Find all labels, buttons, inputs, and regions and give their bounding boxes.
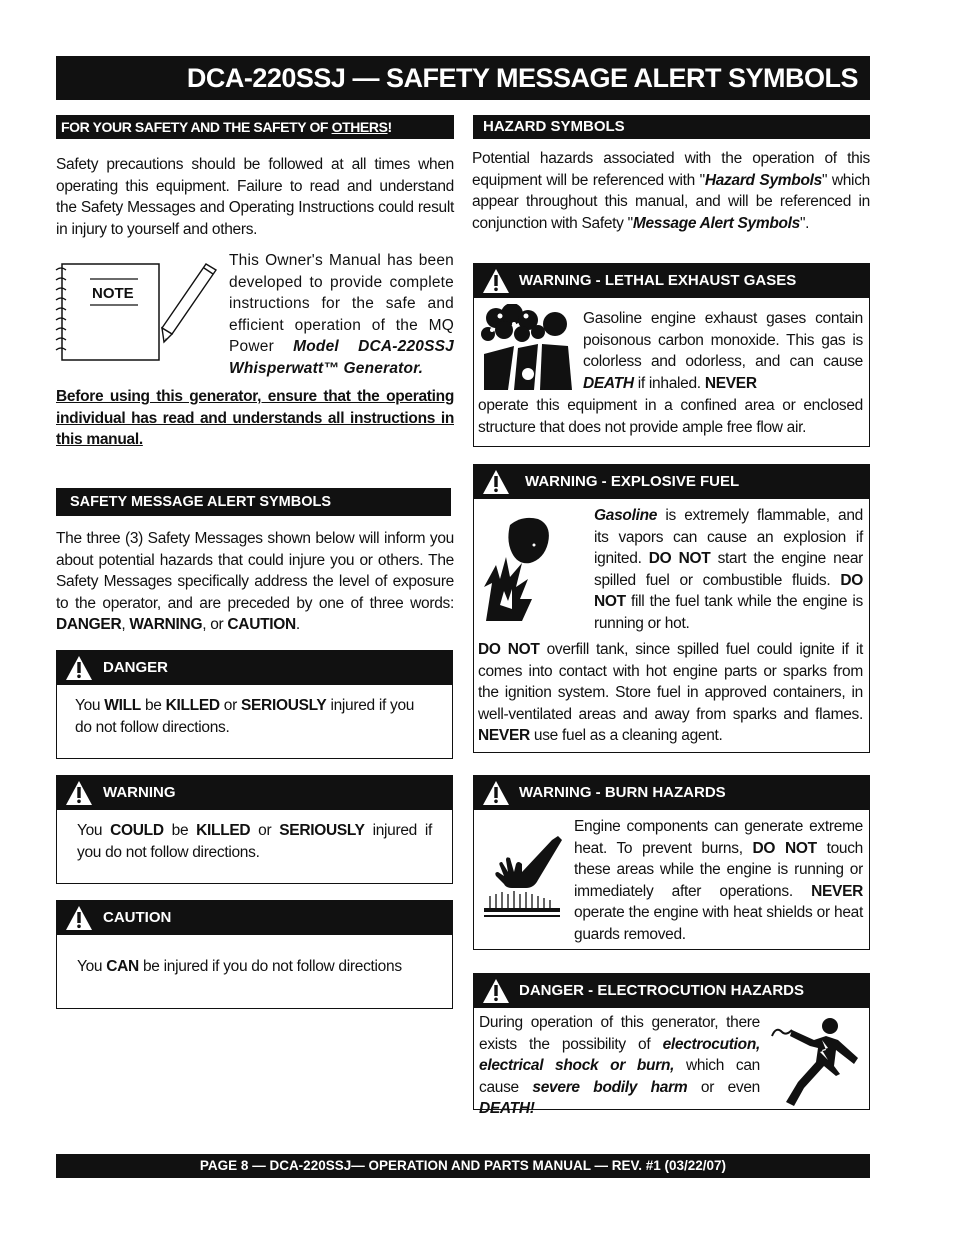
electrocution-text-part: During operation of this generator, there exists the possibility of (479, 1014, 760, 1053)
note-model-name: Model DCA-220SSJ Whisperwatt™ Generator. (229, 338, 454, 377)
notebook-icon (54, 258, 224, 368)
hazard-text-part: ". (799, 214, 810, 232)
sma-word-caution: CAUTION (227, 616, 296, 634)
alert-triangle-icon (482, 780, 510, 806)
warning-text-part: injured if you do not follow directions. (77, 822, 433, 861)
alert-triangle-icon (65, 655, 93, 681)
caution-text (57, 935, 452, 978)
exhaust-text-top (583, 308, 863, 394)
sma-end: . (295, 616, 300, 634)
fuel-warning-box (473, 464, 870, 753)
electrocution-label: DANGER - ELECTROCUTION HAZARDS (519, 982, 804, 999)
warning-bold-part: SERIOUSLY (279, 822, 365, 839)
sma-separator: , (121, 616, 130, 634)
danger-text-part: injured if you do not follow directions. (75, 697, 415, 736)
warning-bold-part: COULD (110, 822, 164, 839)
burn-bold-part: NEVER (811, 882, 863, 900)
danger-box (56, 650, 453, 759)
danger-text (57, 685, 452, 738)
before-use-notice: Before using this generator, ensure that the operating individual has read and understands all instructions in this manual. (56, 388, 454, 449)
explosive-fuel-icon (482, 513, 562, 623)
sma-text: The three (3) Safety Messages shown below will inform you about potential hazards that could injure you or others. The Safety Messages specifically address the level of exposure to the operator, and are preceded by one of three words: (56, 530, 454, 612)
fuel-text-part: use fuel as a cleaning agent. (529, 727, 723, 745)
danger-bold-part: WILL (104, 697, 141, 714)
note-label: NOTE (92, 285, 134, 302)
note-paragraph (229, 250, 454, 380)
note-text: This Owner's Manual has been developed to provide complete instructions for the safe and efficient operation of the MQ Power (229, 252, 454, 356)
electrocution-bold-part: DEATH! (479, 1100, 535, 1118)
page-footer: PAGE 8 — DCA-220SSJ— OPERATION AND PARTS MANUAL — REV. #1 (03/22/07) (56, 1154, 870, 1178)
exhaust-bold-part: NEVER (704, 374, 757, 392)
safety-header-prefix: FOR YOUR SAFETY AND THE SAFETY OF (61, 119, 332, 135)
warning-label: WARNING (103, 784, 176, 801)
electrocution-bold-part: severe bodily harm (532, 1078, 688, 1096)
electrocution-text-part: which can cause (479, 1057, 760, 1096)
hazard-paragraph (472, 148, 870, 234)
burn-text-part: touch these areas while the engine is running or immediately after operations. (574, 839, 863, 900)
alert-triangle-icon (482, 469, 510, 495)
warning-box (56, 775, 453, 884)
fuel-text-part: overfill tank, since spilled fuel could ignite if it comes into contact with hot engine parts or sparks from the ignition system. Store fuel in approved containers, in well-ventilated areas and away from sparks and flames. (478, 641, 863, 723)
pencil-icon (162, 264, 216, 342)
warning-text-part: or (250, 822, 280, 839)
warning-bold-part: KILLED (196, 822, 251, 839)
caution-text-part: You (77, 958, 107, 975)
burn-text (574, 816, 863, 946)
fuel-text-top (594, 505, 863, 635)
danger-text-part: be (140, 697, 166, 714)
caution-box (56, 900, 453, 1009)
fuel-text-part: start the engine near spilled fuel or combustible fluids. (594, 550, 863, 589)
caution-text-part: be injured if you do not follow directions (138, 958, 402, 975)
danger-box-header (57, 651, 452, 685)
safety-intro-paragraph: Safety precautions should be followed at all times when operating this equipment. Failure to read and understand the Safety Messages and Operating Instructions could result in injury to yourself and others. (56, 156, 454, 238)
electrocution-person-icon (770, 1014, 866, 1106)
warning-text-part: You (77, 822, 111, 839)
electrocution-bold-part: electrocution, electrical shock or burn, (479, 1035, 760, 1075)
caution-bold-part: CAN (106, 958, 139, 975)
hazard-text-part: " which appear throughout this manual, and will be referenced in conjunction with Safety " (472, 171, 870, 232)
fuel-text-part: fill the fuel tank while the engine is running or hot. (594, 593, 863, 632)
burn-box-header (474, 776, 869, 810)
electrocution-danger-box (473, 973, 870, 1118)
danger-bold-part: SERIOUSLY (240, 697, 327, 714)
fuel-bold-part: DO NOT (648, 550, 711, 568)
fuel-bold-part: DO NOT (478, 641, 540, 658)
exhaust-text-part: if inhaled. (633, 374, 705, 392)
exhaust-label: WARNING - LETHAL EXHAUST GASES (519, 272, 797, 289)
sma-separator: , or (202, 616, 228, 634)
note-graphic (54, 258, 224, 368)
danger-label: DANGER (103, 659, 169, 676)
fuel-bold-part: NEVER (478, 727, 530, 745)
burn-text-part: Engine components can generate extreme heat. To prevent burns, (574, 818, 863, 857)
danger-text-part: You (75, 697, 105, 714)
fuel-bold-part: Gasoline (594, 507, 658, 524)
sma-paragraph (56, 528, 454, 636)
warning-box-header (57, 776, 452, 810)
hot-surface-hand-icon (482, 836, 564, 920)
caution-label: CAUTION (103, 909, 172, 926)
alert-triangle-icon (65, 780, 93, 806)
safety-header-suffix: ! (387, 119, 392, 135)
alert-triangle-icon (482, 268, 510, 294)
safety-section-header (56, 115, 454, 139)
hazard-section-header: HAZARD SYMBOLS (473, 115, 870, 139)
electrocution-text-part: or even (687, 1078, 760, 1096)
hazard-symbols-term: Hazard Symbols (704, 171, 822, 189)
warning-text-part: be (163, 822, 197, 839)
sma-word-warning: WARNING (129, 616, 203, 634)
exhaust-box-header (474, 264, 869, 298)
sma-word-danger: DANGER (56, 616, 122, 634)
electrocution-box-header (474, 974, 869, 1008)
fuel-box-header (474, 465, 869, 499)
danger-bold-part: KILLED (165, 697, 220, 714)
page-title: DCA-220SSJ — SAFETY MESSAGE ALERT SYMBOLS (56, 56, 870, 100)
exhaust-text-bottom: operate this equipment in a confined area or enclosed structure that does not provide ample free flow air. (478, 397, 863, 436)
alert-triangle-icon (65, 905, 93, 931)
fuel-text-part: is extremely flammable, and its vapors can cause an explosion if ignited. (594, 507, 863, 568)
message-alert-symbols-term: Message Alert Symbols (632, 214, 800, 232)
fuel-bold-part: DO NOT (594, 571, 863, 611)
fuel-text-bottom (478, 639, 863, 747)
hazard-text-part: Potential hazards associated with the operation of this equipment will be referenced with " (472, 150, 870, 189)
caution-box-header (57, 901, 452, 935)
safety-header-others: OTHERS (331, 119, 388, 135)
burn-warning-box (473, 775, 870, 950)
warning-text (57, 810, 452, 863)
burn-text-part: operate the engine with heat shields or heat guards removed. (574, 904, 863, 943)
burn-bold-part: DO NOT (752, 839, 817, 857)
exhaust-gas-icon (478, 304, 576, 390)
alert-triangle-icon (482, 978, 510, 1004)
exhaust-warning-box (473, 263, 870, 447)
sma-section-header: SAFETY MESSAGE ALERT SYMBOLS (56, 488, 451, 516)
burn-label: WARNING - BURN HAZARDS (519, 784, 726, 801)
danger-text-part: or (219, 697, 241, 714)
fuel-label: WARNING - EXPLOSIVE FUEL (525, 473, 740, 490)
electrocution-text (479, 1012, 760, 1120)
exhaust-text-part: Gasoline engine exhaust gases contain poisonous carbon monoxide. This gas is colorless and odorless, and can cause (583, 310, 863, 371)
exhaust-bold-part: DEATH (583, 374, 634, 392)
